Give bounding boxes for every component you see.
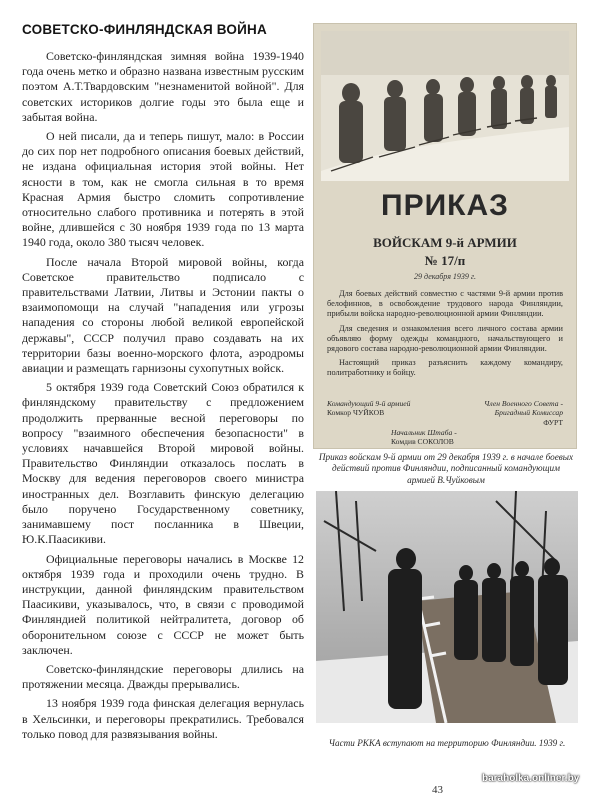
article-paragraph: После начала Второй мировой войны, когда Советское правительство подписало с правительствами Латвии, Литвы и Эстонии пакты о взаимопомощи на случай "нападения или угрозы нападения со стороны любой великой европейской державы", СССР получил право создавать на их территории базы военно-морского флота, аэродромы авиации и размещать гарнизоны сухопутных войск. xyxy=(22,254,304,376)
photo-caption: Части РККА вступают на территорию Финляндии. 1939 г. xyxy=(328,738,566,748)
order-date: 29 декабря 1939 г. xyxy=(414,272,476,281)
order-number: № 17/п xyxy=(424,253,466,268)
document-caption: Приказ войскам 9-й армии от 29 декабря 1939 г. в начале боевых действий против Финляндии, подписанный командующим армией В.Чуйковым xyxy=(318,452,574,485)
order-paragraph: Для сведения и ознакомления всего личного состава армии объявляю форму одежды командного, начальствующего и рядового состава народно-революционной армии Финляндии. xyxy=(327,323,563,354)
order-paragraph: Настоящий приказ разъяснить каждому командиру, политработнику и бойцу. xyxy=(327,358,563,378)
article-paragraph: 13 ноября 1939 года финская делегация вернулась в Хельсинки, и переговоры прекратились. Требовался только повод для развязывания войны. xyxy=(22,696,304,741)
soldiers-drawing xyxy=(321,31,569,181)
order-paragraph: Для боевых действий совместно с частями 9-й армии против белофиннов, в освобождение трудового народа Финляндии, прибыли войска народно-революционной армии Финляндии. xyxy=(327,289,563,319)
signature-commissar xyxy=(465,399,563,427)
order-subtitle: ВОЙСКАМ 9-й АРМИИ xyxy=(373,235,517,250)
signature-commander xyxy=(327,399,410,418)
signature-role: Начальник Штаба - xyxy=(391,428,457,437)
article-paragraph: Советско-финляндская зимняя война 1939-1940 года очень метко и образно названа известным русским поэтом А.Т.Твардовским "незнаменитой войной". Для советских историков долгие годы это была еще и забытая война. xyxy=(22,49,304,124)
signature-name: Комкор ЧУЙКОВ xyxy=(327,408,385,418)
article-paragraph: О ней писали, да и теперь пишут, мало: в России до сих пор нет подробного описания боевых действий, не издана официальная история этой войны. Нет ясности в том, как не смогла сильная в то время Красная Армия быстро сломить сопротивление относительно слабого противника и потерять в этой войне, длившейся с 30 ноября 1939 года по 13 марта 1940 года, около 380 тысяч человек. xyxy=(22,129,304,250)
soldiers-illustration xyxy=(321,31,569,181)
source-watermark: baraholka.onliner.by xyxy=(482,773,580,784)
signature-name: ФУРТ xyxy=(543,417,563,427)
order-body xyxy=(327,289,563,383)
article-paragraph: Советско-финляндские переговоры длились на протяжении месяца. Дважды прерывались. xyxy=(22,661,304,692)
order-document-image xyxy=(313,23,577,449)
article-heading: СОВЕТСКО-ФИНЛЯНДСКАЯ ВОЙНА xyxy=(22,22,267,37)
page-number: 43 xyxy=(432,784,443,796)
order-title: ПРИКАЗ xyxy=(381,189,509,222)
troops-photo xyxy=(316,491,578,723)
article-column xyxy=(22,22,304,746)
article-paragraph: Официальные переговоры начались в Москве 12 октября 1939 года и проходили очень трудно. В инструкции, данной финляндским правительством Паасикиви, указывалось, что, в связи с проводимой Финляндией политикой нейтралитета, договор об оборонительном союзе с СССР не может быть заключен. xyxy=(22,551,304,657)
article-paragraph: 5 октября 1939 года Советский Союз обратился к финляндскому правительству с предложением продолжить прерванные весной переговоры по вопросу "взаимного обеспечения безопасности" в условиях начавшейся Второй мировой войны. Правительство Финляндии отказалось послать в Москву для ведения переговоров своего министра иностранных дел. Возглавить финскую делегацию было поручено Государственному советнику, занимавшему пост посланника в Швеции, Ю.К.Паасикиви. xyxy=(22,380,304,547)
signature-role: Командующий 9-й армией xyxy=(327,399,411,408)
troops-crossing-bridge-picture xyxy=(316,491,578,723)
signature-name: Комдив СОКОЛОВ xyxy=(391,437,454,447)
signature-chief-of-staff xyxy=(391,428,457,447)
signature-role: Член Военного Совета - Бригадный Комиссар xyxy=(484,399,563,418)
